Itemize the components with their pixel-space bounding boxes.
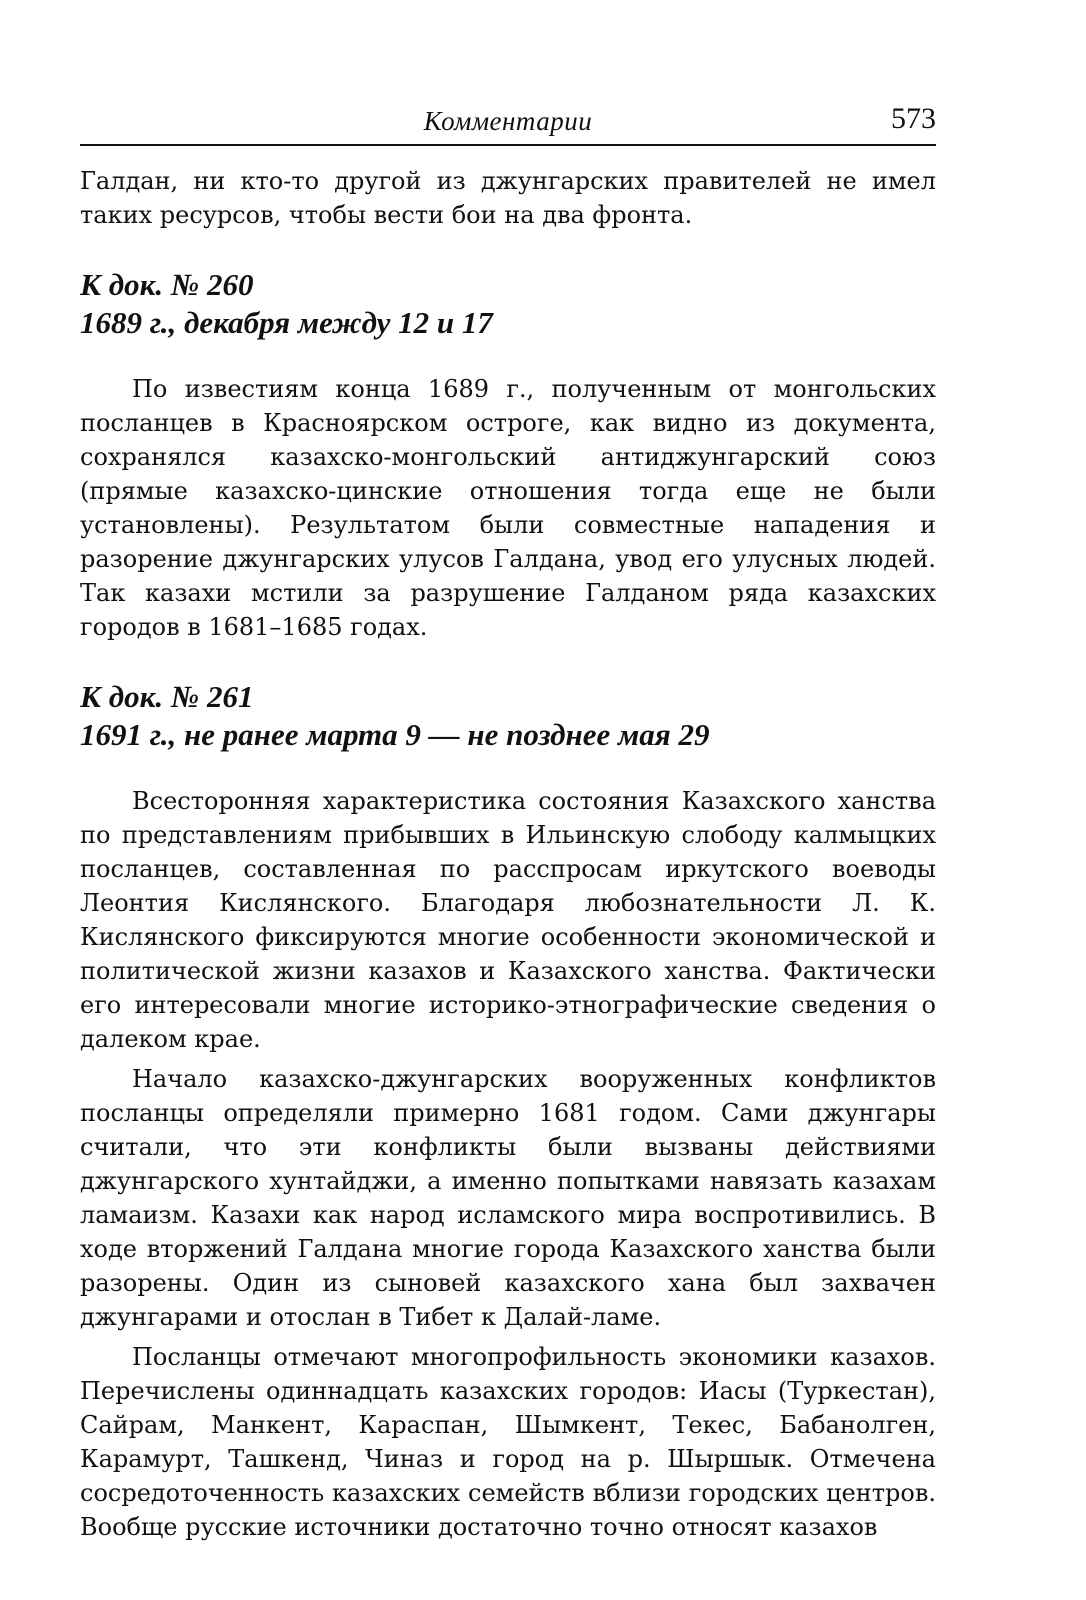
running-title: Комментарии xyxy=(423,106,593,136)
continued-paragraph: Галдан, ни кто-то другой из джунгарских правителей не имел таких ресурсов, чтобы вести бои на два фронта. xyxy=(80,167,936,229)
section-doc-260 xyxy=(80,266,936,644)
document-page xyxy=(80,100,936,1544)
paragraph: Посланцы отмечают многопрофильность экономики казахов. Перечислены одиннадцать казахских городов: Иасы (Туркестан), Сайрам, Манкент, Караспан, Шымкент, Текес, Бабанолген, Карамурт, Ташкенд, Чиназ и город на р. Шыршык. Отмечена сосредоточенность казахских семейств вблизи городских центров. Вообще русские источники достаточно точно относят казахов xyxy=(80,1343,936,1541)
section-doc-261 xyxy=(80,678,936,1544)
page-number: 573 xyxy=(891,102,936,135)
section-headings xyxy=(80,678,936,754)
paragraph: Начало казахско-джунгарских вооруженных конфликтов посланцы определяли примерно 1681 годом. Сами джунгары считали, что эти конфликты были вызваны действиями джунгарского хунтайджи, а именно попытками навязать казахам ламаизм. Казахи как народ исламского мира воспротивились. В ходе вторжений Галдана многие города Казахского ханства были разорены. Один из сыновей казахского хана был захвачен джунгарами и отослан в Тибет к Далай-ламе. xyxy=(80,1065,936,1331)
paragraph: По известиям конца 1689 г., полученным от монгольских посланцев в Красноярском остроге, как видно из документа, сохранялся казахско-монгольский антиджунгарский союз (прямые казахско-цинские отношения тогда еще не были установлены). Результатом были совместные нападения и разорение джунгарских улусов Галдана, увод его улусных людей. Так казахи мстили за разрушение Галданом ряда казахских городов в 1681–1685 годах. xyxy=(80,375,936,641)
paragraph: Всесторонняя характеристика состояния Казахского ханства по представлениям прибывших в Ильинскую слободу калмыцких посланцев, составленная по расспросам иркутского воеводы Леонтия Кислянского. Благодаря любознательности Л. К. Кислянского фиксируются многие особенности экономической и политической жизни казахов и Казахского ханства. Фактически его интересовали многие историко-этнографические сведения о далеком крае. xyxy=(80,787,936,1053)
running-header xyxy=(80,100,936,146)
section-date: 1689 г., декабря между 12 и 17 xyxy=(80,305,493,340)
section-heading: К док. № 261 xyxy=(80,679,254,714)
section-date: 1691 г., не ранее марта 9 — не позднее мая 29 xyxy=(80,717,710,752)
section-headings xyxy=(80,266,936,342)
section-heading: К док. № 260 xyxy=(80,267,254,302)
